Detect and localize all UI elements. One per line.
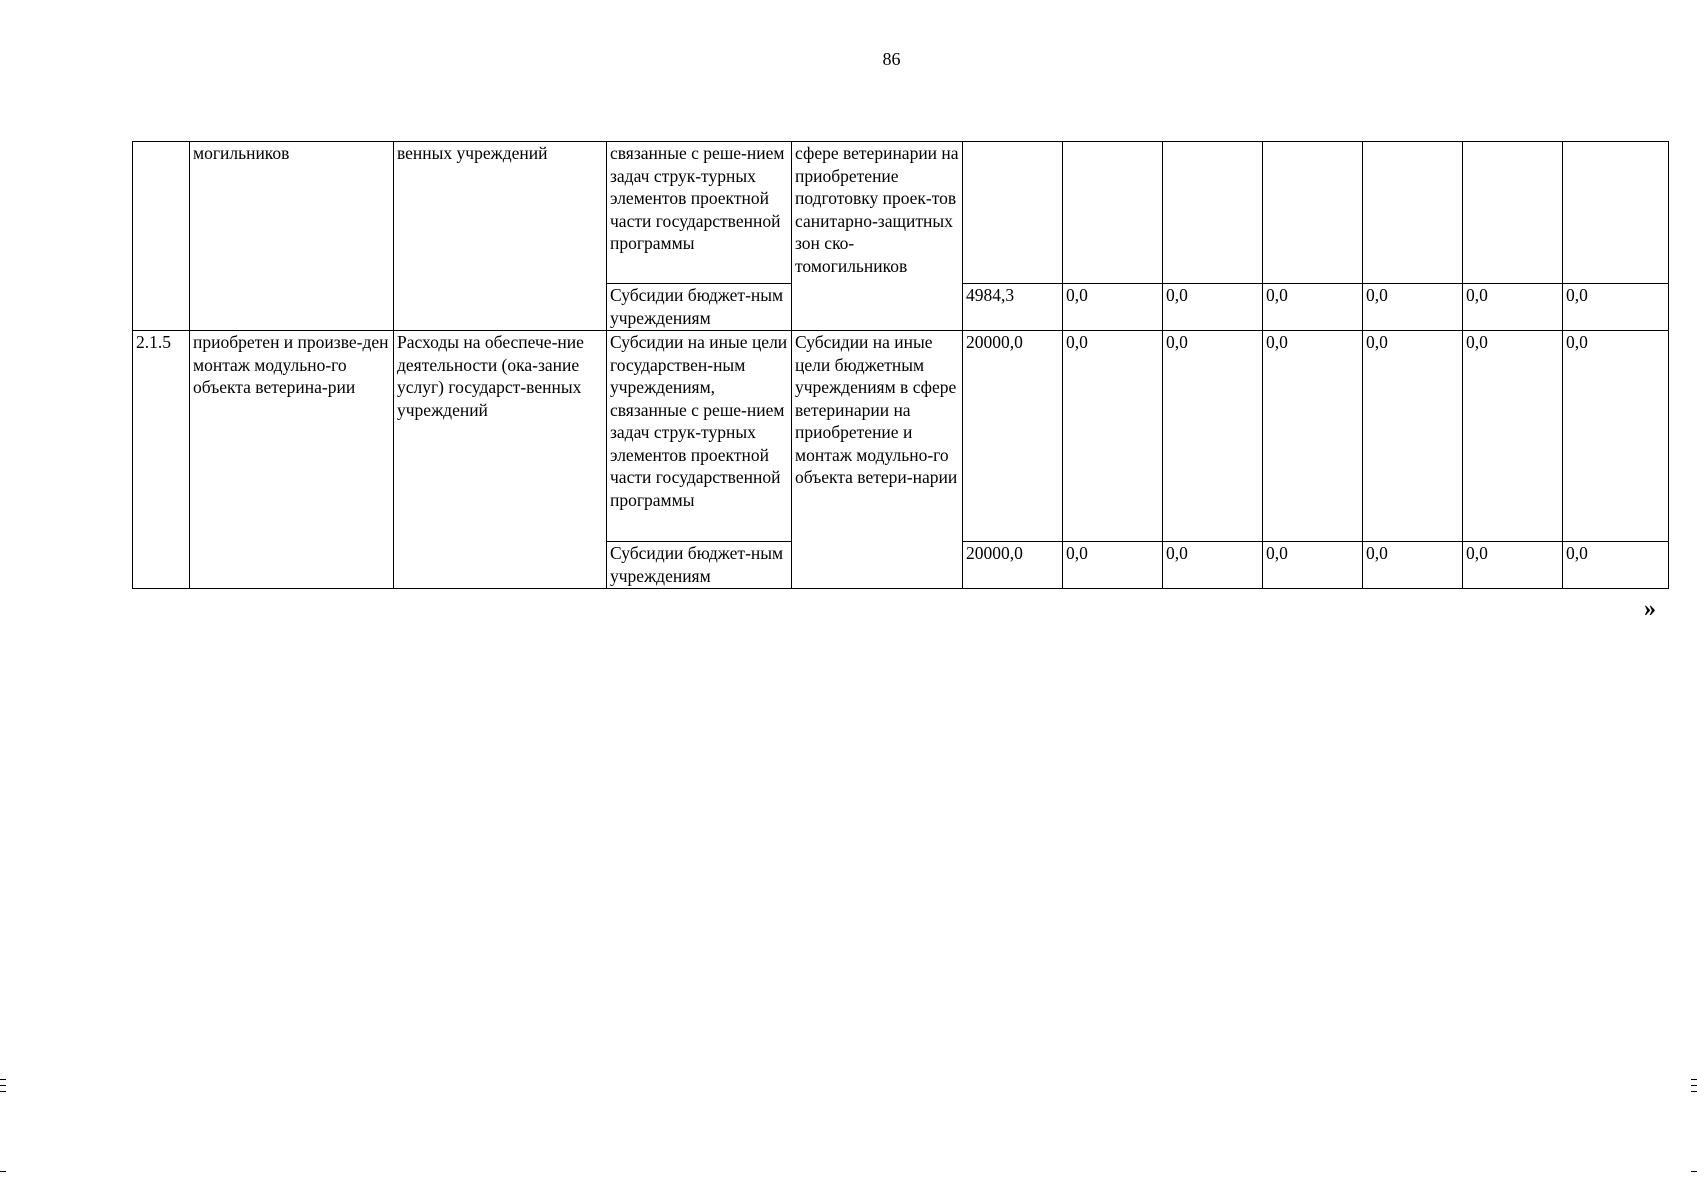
row-id-cell: 2.1.5	[133, 331, 190, 589]
value-cell: 0,0	[1563, 542, 1669, 589]
value-cell: 0,0	[1363, 542, 1463, 589]
page-number: 86	[882, 49, 901, 69]
value-cell: 0,0	[1463, 542, 1563, 589]
expense-type-cell: Расходы на обеспече-ние деятельности (ока-зание услуг) государст-венных учреждений	[394, 331, 607, 589]
scan-mark	[1691, 1085, 1697, 1086]
value-cell: 0,0	[1163, 542, 1263, 589]
value-cell: 0,0	[1563, 284, 1669, 331]
value-cell: 0,0	[1163, 284, 1263, 331]
value-cell: 0,0	[1063, 542, 1163, 589]
value-cell	[1063, 142, 1163, 284]
scan-mark	[0, 1091, 6, 1092]
value-cell	[1463, 142, 1563, 284]
subsidy-type-cell: Субсидии бюджет-ным учреждениям	[607, 284, 792, 331]
subsidy-type-cell: связанные с реше-нием задач струк-турных элементов проектной части государственной программы	[607, 142, 792, 284]
table-row	[133, 142, 1669, 284]
value-cell: 0,0	[1463, 331, 1563, 542]
purpose-cell: Субсидии на иные цели бюджетным учреждениям в сфере ветеринарии на приобретение и монтаж модульно-го объекта ветери-нарии	[792, 331, 963, 589]
budget-table	[132, 141, 1669, 589]
value-cell: 0,0	[1063, 284, 1163, 331]
scan-mark	[1691, 1171, 1697, 1172]
subsidy-type-cell: Субсидии на иные цели государствен-ным учреждениям, связанные с реше-нием задач струк-турных элементов проектной части государственной программы	[607, 331, 792, 542]
value-cell: 0,0	[1363, 331, 1463, 542]
value-cell	[1163, 142, 1263, 284]
row-id-cell	[133, 142, 190, 331]
row-name-cell: могильников	[190, 142, 394, 331]
closing-quote: »	[1644, 596, 1656, 622]
purpose-cell: сфере ветеринарии на приобретение подготовку проек-тов санитарно-защитных зон ско-томогильников	[792, 142, 963, 331]
scan-mark	[1691, 1079, 1697, 1080]
table-row	[133, 331, 1669, 542]
scan-mark	[0, 1079, 6, 1080]
value-cell: 4984,3	[963, 284, 1063, 331]
value-cell: 20000,0	[963, 542, 1063, 589]
scan-mark	[1691, 1091, 1697, 1092]
value-cell	[1263, 142, 1363, 284]
scan-mark	[0, 1171, 6, 1172]
value-cell: 0,0	[1163, 331, 1263, 542]
value-cell: 20000,0	[963, 331, 1063, 542]
subsidy-type-cell: Субсидии бюджет-ным учреждениям	[607, 542, 792, 589]
value-cell: 0,0	[1263, 331, 1363, 542]
value-cell	[963, 142, 1063, 284]
value-cell	[1563, 142, 1669, 284]
row-name-cell: приобретен и произве-ден монтаж модульно-го объекта ветерина-рии	[190, 331, 394, 589]
value-cell: 0,0	[1563, 331, 1669, 542]
expense-type-cell: венных учреждений	[394, 142, 607, 331]
value-cell: 0,0	[1463, 284, 1563, 331]
value-cell: 0,0	[1263, 284, 1363, 331]
value-cell: 0,0	[1263, 542, 1363, 589]
scan-mark	[0, 1085, 6, 1086]
value-cell: 0,0	[1363, 284, 1463, 331]
value-cell: 0,0	[1063, 331, 1163, 542]
value-cell	[1363, 142, 1463, 284]
